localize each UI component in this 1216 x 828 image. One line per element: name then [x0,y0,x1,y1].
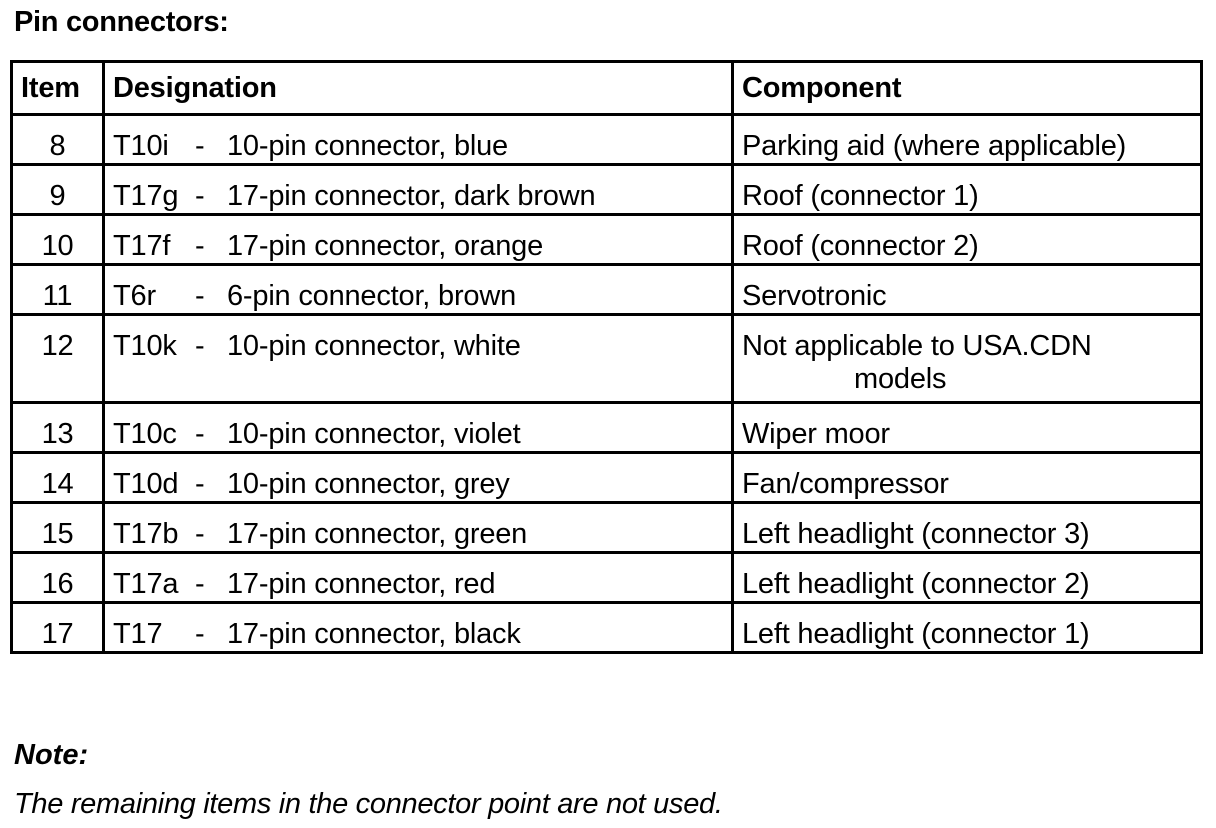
table-row [12,453,1202,503]
connector-code: T17 [113,618,163,650]
separator-dash: - [195,280,205,312]
component-cell [733,115,1202,165]
connector-description: 17-pin connector, dark brown [227,180,596,212]
component-cell [733,265,1202,315]
page-heading: Pin connectors: [14,6,229,38]
connector-description: 10-pin connector, violet [227,418,521,450]
component-text: Wiper moor [742,418,890,450]
component-text: Not applicable to USA.CDN [742,330,1092,362]
connector-description: 17-pin connector, green [227,518,528,550]
connector-code: T10i [113,130,169,162]
separator-dash: - [195,568,205,600]
item-number-cell: 16 [12,553,104,603]
item-number-cell: 8 [12,115,104,165]
table-row [12,403,1202,453]
separator-dash: - [195,180,205,212]
component-cell [733,603,1202,653]
component-cell [733,315,1202,403]
designation-cell [104,115,733,165]
connector-description: 17-pin connector, black [227,618,521,650]
component-cell [733,503,1202,553]
connector-code: T17g [113,180,179,212]
component-cell [733,453,1202,503]
component-cell [733,403,1202,453]
designation-cell [104,503,733,553]
connector-code: T6r [113,280,156,312]
component-text: Fan/compressor [742,468,949,500]
connector-code: T10k [113,330,177,362]
table-header-row [12,62,1202,115]
separator-dash: - [195,518,205,550]
component-cell [733,553,1202,603]
connector-code: T17b [113,518,179,550]
component-text: Roof (connector 2) [742,230,979,262]
column-header-component: Component [733,62,1202,115]
connector-code: T17a [113,568,179,600]
item-number-cell: 15 [12,503,104,553]
component-cell [733,165,1202,215]
designation-cell [104,453,733,503]
component-cell [733,215,1202,265]
item-number-cell: 17 [12,603,104,653]
separator-dash: - [195,230,205,262]
item-number-cell: 10 [12,215,104,265]
item-number-cell: 12 [12,315,104,403]
component-text: Servotronic [742,280,887,312]
table-row [12,265,1202,315]
component-text: Roof (connector 1) [742,180,979,212]
connector-code: T10d [113,468,179,500]
connector-description: 17-pin connector, red [227,568,496,600]
item-number-cell: 14 [12,453,104,503]
item-number-cell: 9 [12,165,104,215]
connector-description: 10-pin connector, white [227,330,521,362]
component-text: Left headlight (connector 3) [742,518,1090,550]
item-number-cell: 11 [12,265,104,315]
separator-dash: - [195,618,205,650]
item-number-cell: 13 [12,403,104,453]
component-text: Left headlight (connector 2) [742,568,1090,600]
designation-cell [104,603,733,653]
separator-dash: - [195,130,205,162]
table-row [12,115,1202,165]
column-header-designation: Designation [104,62,733,115]
component-text: Parking aid (where applicable) [742,130,1127,162]
designation-cell [104,165,733,215]
connector-code: T17f [113,230,171,262]
component-text-line2: models [854,363,947,395]
table-row [12,553,1202,603]
table-row [12,215,1202,265]
column-header-item: Item [12,62,104,115]
designation-cell [104,215,733,265]
connector-description: 10-pin connector, grey [227,468,510,500]
table-body [12,115,1202,653]
separator-dash: - [195,330,205,362]
separator-dash: - [195,468,205,500]
table-row [12,503,1202,553]
connector-description: 17-pin connector, orange [227,230,544,262]
note-text: The remaining items in the connector point are not used. [14,788,723,820]
connector-description: 6-pin connector, brown [227,280,516,312]
table-row [12,315,1202,403]
table-row [12,165,1202,215]
designation-cell [104,265,733,315]
designation-cell [104,315,733,403]
designation-cell [104,403,733,453]
note-title: Note: [14,739,89,771]
connector-description: 10-pin connector, blue [227,130,508,162]
table-row [12,603,1202,653]
pin-connectors-table [10,60,1203,654]
designation-cell [104,553,733,603]
separator-dash: - [195,418,205,450]
connector-code: T10c [113,418,177,450]
component-text: Left headlight (connector 1) [742,618,1090,650]
